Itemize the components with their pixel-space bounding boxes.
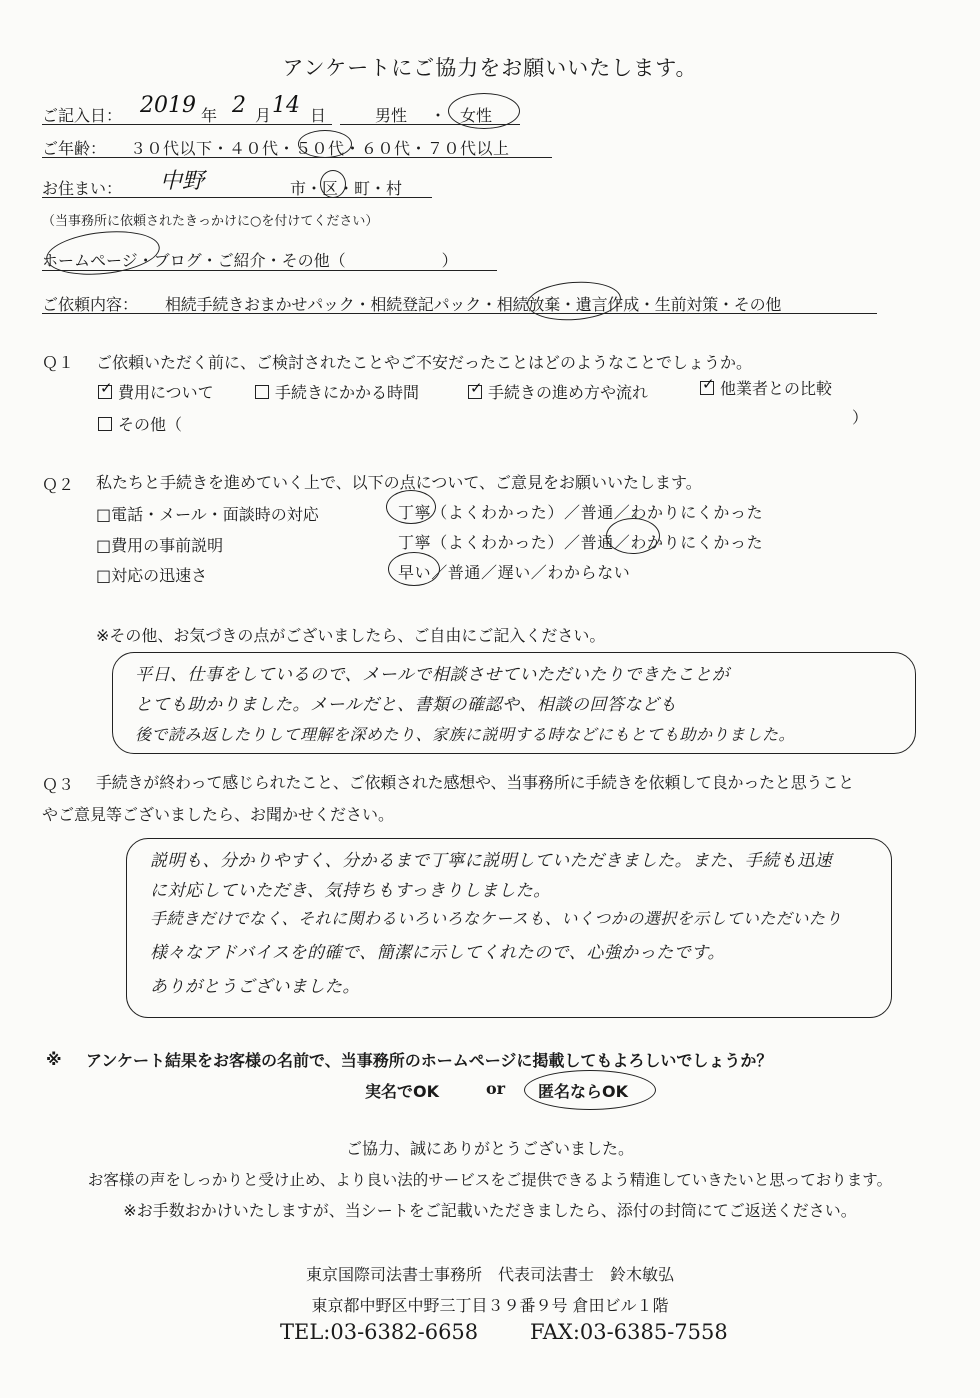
publish-anonymous-circle bbox=[524, 1070, 656, 1110]
q1-number: Ｑ１ bbox=[42, 353, 75, 372]
q2-row2-label: □費用の事前説明 bbox=[96, 536, 224, 555]
publish-real-name-option[interactable]: 実名でOK bbox=[365, 1082, 440, 1101]
request-label: ご依頼内容： bbox=[42, 295, 139, 314]
q3-comment-line-1: 説明も、分かりやすく、分かるまで丁寧に説明していただきました。また、手続も迅速 bbox=[150, 851, 833, 871]
gender-male: 男性 bbox=[375, 106, 408, 125]
age-label: ご年齢： bbox=[42, 139, 107, 158]
q1-option-compare-label: 他業者との比較 bbox=[720, 379, 833, 398]
publish-or: or bbox=[486, 1079, 506, 1098]
q1-time-checkbox[interactable] bbox=[255, 385, 269, 399]
request-underline bbox=[42, 313, 877, 314]
q2-text: 私たちと手続きを進めていく上で、以下の点について、ご意見をお願いいたします。 bbox=[96, 473, 702, 492]
q2-row1-scale: 丁寧（よくわかった）／普通／わかりにくかった bbox=[398, 503, 764, 522]
publish-question: アンケート結果をお客様の名前で、当事務所のホームページに掲載してもよろしいでしょうか？ bbox=[86, 1051, 773, 1070]
publish-mark: ※ bbox=[46, 1050, 62, 1069]
date-month-label: 月 bbox=[255, 106, 272, 125]
q3-text-line-2: やご意見等ございましたら、お聞かせください。 bbox=[42, 805, 395, 824]
q2-row3-label: □対応の迅速さ bbox=[96, 566, 208, 585]
date-label: ご記入日： bbox=[42, 106, 123, 125]
q3-comment-line-4: 様々なアドバイスを的確で、簡潔に示してくれたので、心強かったです。 bbox=[150, 943, 725, 963]
trigger-underline bbox=[42, 270, 497, 271]
footer-tel: TEL:03-6382-6658 bbox=[280, 1320, 479, 1344]
residence-types: 市・区・町・村 bbox=[290, 179, 403, 198]
footer-office: 東京国際司法書士事務所 代表司法書士 鈴木敏弘 bbox=[305, 1265, 674, 1284]
q1-option-time-label: 手続きにかかる時間 bbox=[275, 383, 420, 402]
residence-underline bbox=[42, 197, 432, 198]
date-day-value: 14 bbox=[272, 93, 300, 118]
q2-comment-line-3: 後で読み返したりして理解を深めたり、家族に説明する時などにもとても助かりました。 bbox=[135, 725, 796, 744]
date-day-label: 日 bbox=[310, 106, 327, 125]
gender-separator: ・ bbox=[430, 106, 447, 125]
q1-other-checkbox[interactable] bbox=[98, 417, 112, 431]
q2-row1-label: □電話・メール・面談時の対応 bbox=[96, 505, 319, 524]
q2-row2-normal-circle bbox=[606, 518, 660, 554]
gender-underline bbox=[340, 124, 520, 125]
gender-female: 女性 bbox=[460, 106, 493, 125]
age-options: ３０代以下・４０代・５０代・６０代・７０代以上 bbox=[130, 139, 510, 158]
q2-row3-scale: 早い／普通／遅い／わからない bbox=[398, 563, 631, 582]
q1-other-close: ） bbox=[852, 408, 869, 427]
q3-text-line-1: 手続きが終わって感じられたこと、ご依頼された感想や、当事務所に手続きを依頼して良かったと思うこと bbox=[96, 773, 854, 792]
trigger-note: （当事務所に依頼されたきっかけに○を付けてください） bbox=[42, 214, 379, 229]
residence-ward-circle bbox=[320, 170, 346, 198]
q2-other-prompt: ※その他、お気づきの点がございましたら、ご自由にご記入ください。 bbox=[96, 626, 606, 645]
residence-value: 中野 bbox=[160, 169, 205, 194]
q1-option-cost bbox=[98, 380, 214, 403]
trigger-homepage-circle bbox=[44, 226, 162, 280]
age-underline bbox=[42, 157, 552, 158]
footer-return-note: ※お手数おかけいたしますが、当シートをご記載いただきましたら、添付の封筒にてご返送ください。 bbox=[123, 1201, 857, 1220]
q1-process-checkbox[interactable] bbox=[468, 385, 482, 399]
date-year-label: 年 bbox=[201, 106, 218, 125]
q1-option-compare bbox=[700, 376, 832, 399]
q3-comment-line-5: ありがとうございました。 bbox=[150, 977, 360, 997]
q1-option-other bbox=[98, 412, 182, 435]
residence-label: お住まい： bbox=[42, 179, 123, 198]
survey-title: アンケートにご協力をお願いいたします。 bbox=[282, 56, 698, 80]
date-year-value: 2019 bbox=[140, 93, 196, 118]
q1-option-other-label: その他（ bbox=[118, 415, 183, 434]
q2-row3-fast-circle bbox=[388, 552, 440, 586]
request-renunciation-circle bbox=[526, 279, 622, 323]
q1-text: ご依頼いただく前に、ご検討されたことやご不安だったことはどのようなことでしょうか。 bbox=[96, 353, 753, 372]
q1-option-time bbox=[255, 380, 419, 403]
q2-row1-polite-circle bbox=[386, 490, 436, 524]
q3-number: Ｑ３ bbox=[42, 775, 75, 794]
q1-cost-checkbox[interactable] bbox=[98, 385, 112, 399]
age-50s-circle bbox=[298, 130, 352, 158]
footer-message: お客様の声をしっかりと受け止め、より良い法的サービスをご提供できるよう精進していきたいと思っております。 bbox=[87, 1171, 893, 1189]
q1-option-process bbox=[468, 380, 648, 403]
trigger-options: ホームページ・ブログ・ご紹介・その他（ ） bbox=[42, 251, 458, 270]
date-month-value: 2 bbox=[232, 93, 246, 118]
q2-comment-line-2: とても助かりました。メールだと、書類の確認や、相談の回答なども bbox=[135, 695, 677, 715]
footer-thanks: ご協力、誠にありがとうございました。 bbox=[345, 1139, 634, 1158]
q1-option-process-label: 手続きの進め方や流れ bbox=[488, 383, 649, 402]
q3-comment-line-2: に対応していただき、気持ちもすっきりしました。 bbox=[150, 881, 551, 901]
q2-comment-line-1: 平日、仕事をしているので、メールで相談させていただいたりできたことが bbox=[135, 665, 730, 685]
request-options: 相続手続きおまかせパック・相続登記パック・相続放棄・遺言作成・生前対策・その他 bbox=[165, 295, 782, 314]
q1-compare-checkbox[interactable] bbox=[700, 381, 714, 395]
date-underline bbox=[42, 124, 332, 125]
q2-number: Ｑ２ bbox=[42, 475, 75, 494]
publish-anonymous-option[interactable]: 匿名ならOK bbox=[538, 1082, 629, 1101]
q1-option-cost-label: 費用について bbox=[118, 383, 214, 402]
footer-address: 東京都中野区中野三丁目３９番９号 倉田ビル１階 bbox=[311, 1296, 669, 1315]
q2-row2-scale: 丁寧（よくわかった）／普通／わかりにくかった bbox=[398, 533, 764, 552]
q3-comment-line-3: 手続きだけでなく、それに関わるいろいろなケースも、いくつかの選択を示していただいたり bbox=[150, 909, 842, 928]
footer-fax: FAX:03-6385-7558 bbox=[530, 1320, 728, 1344]
